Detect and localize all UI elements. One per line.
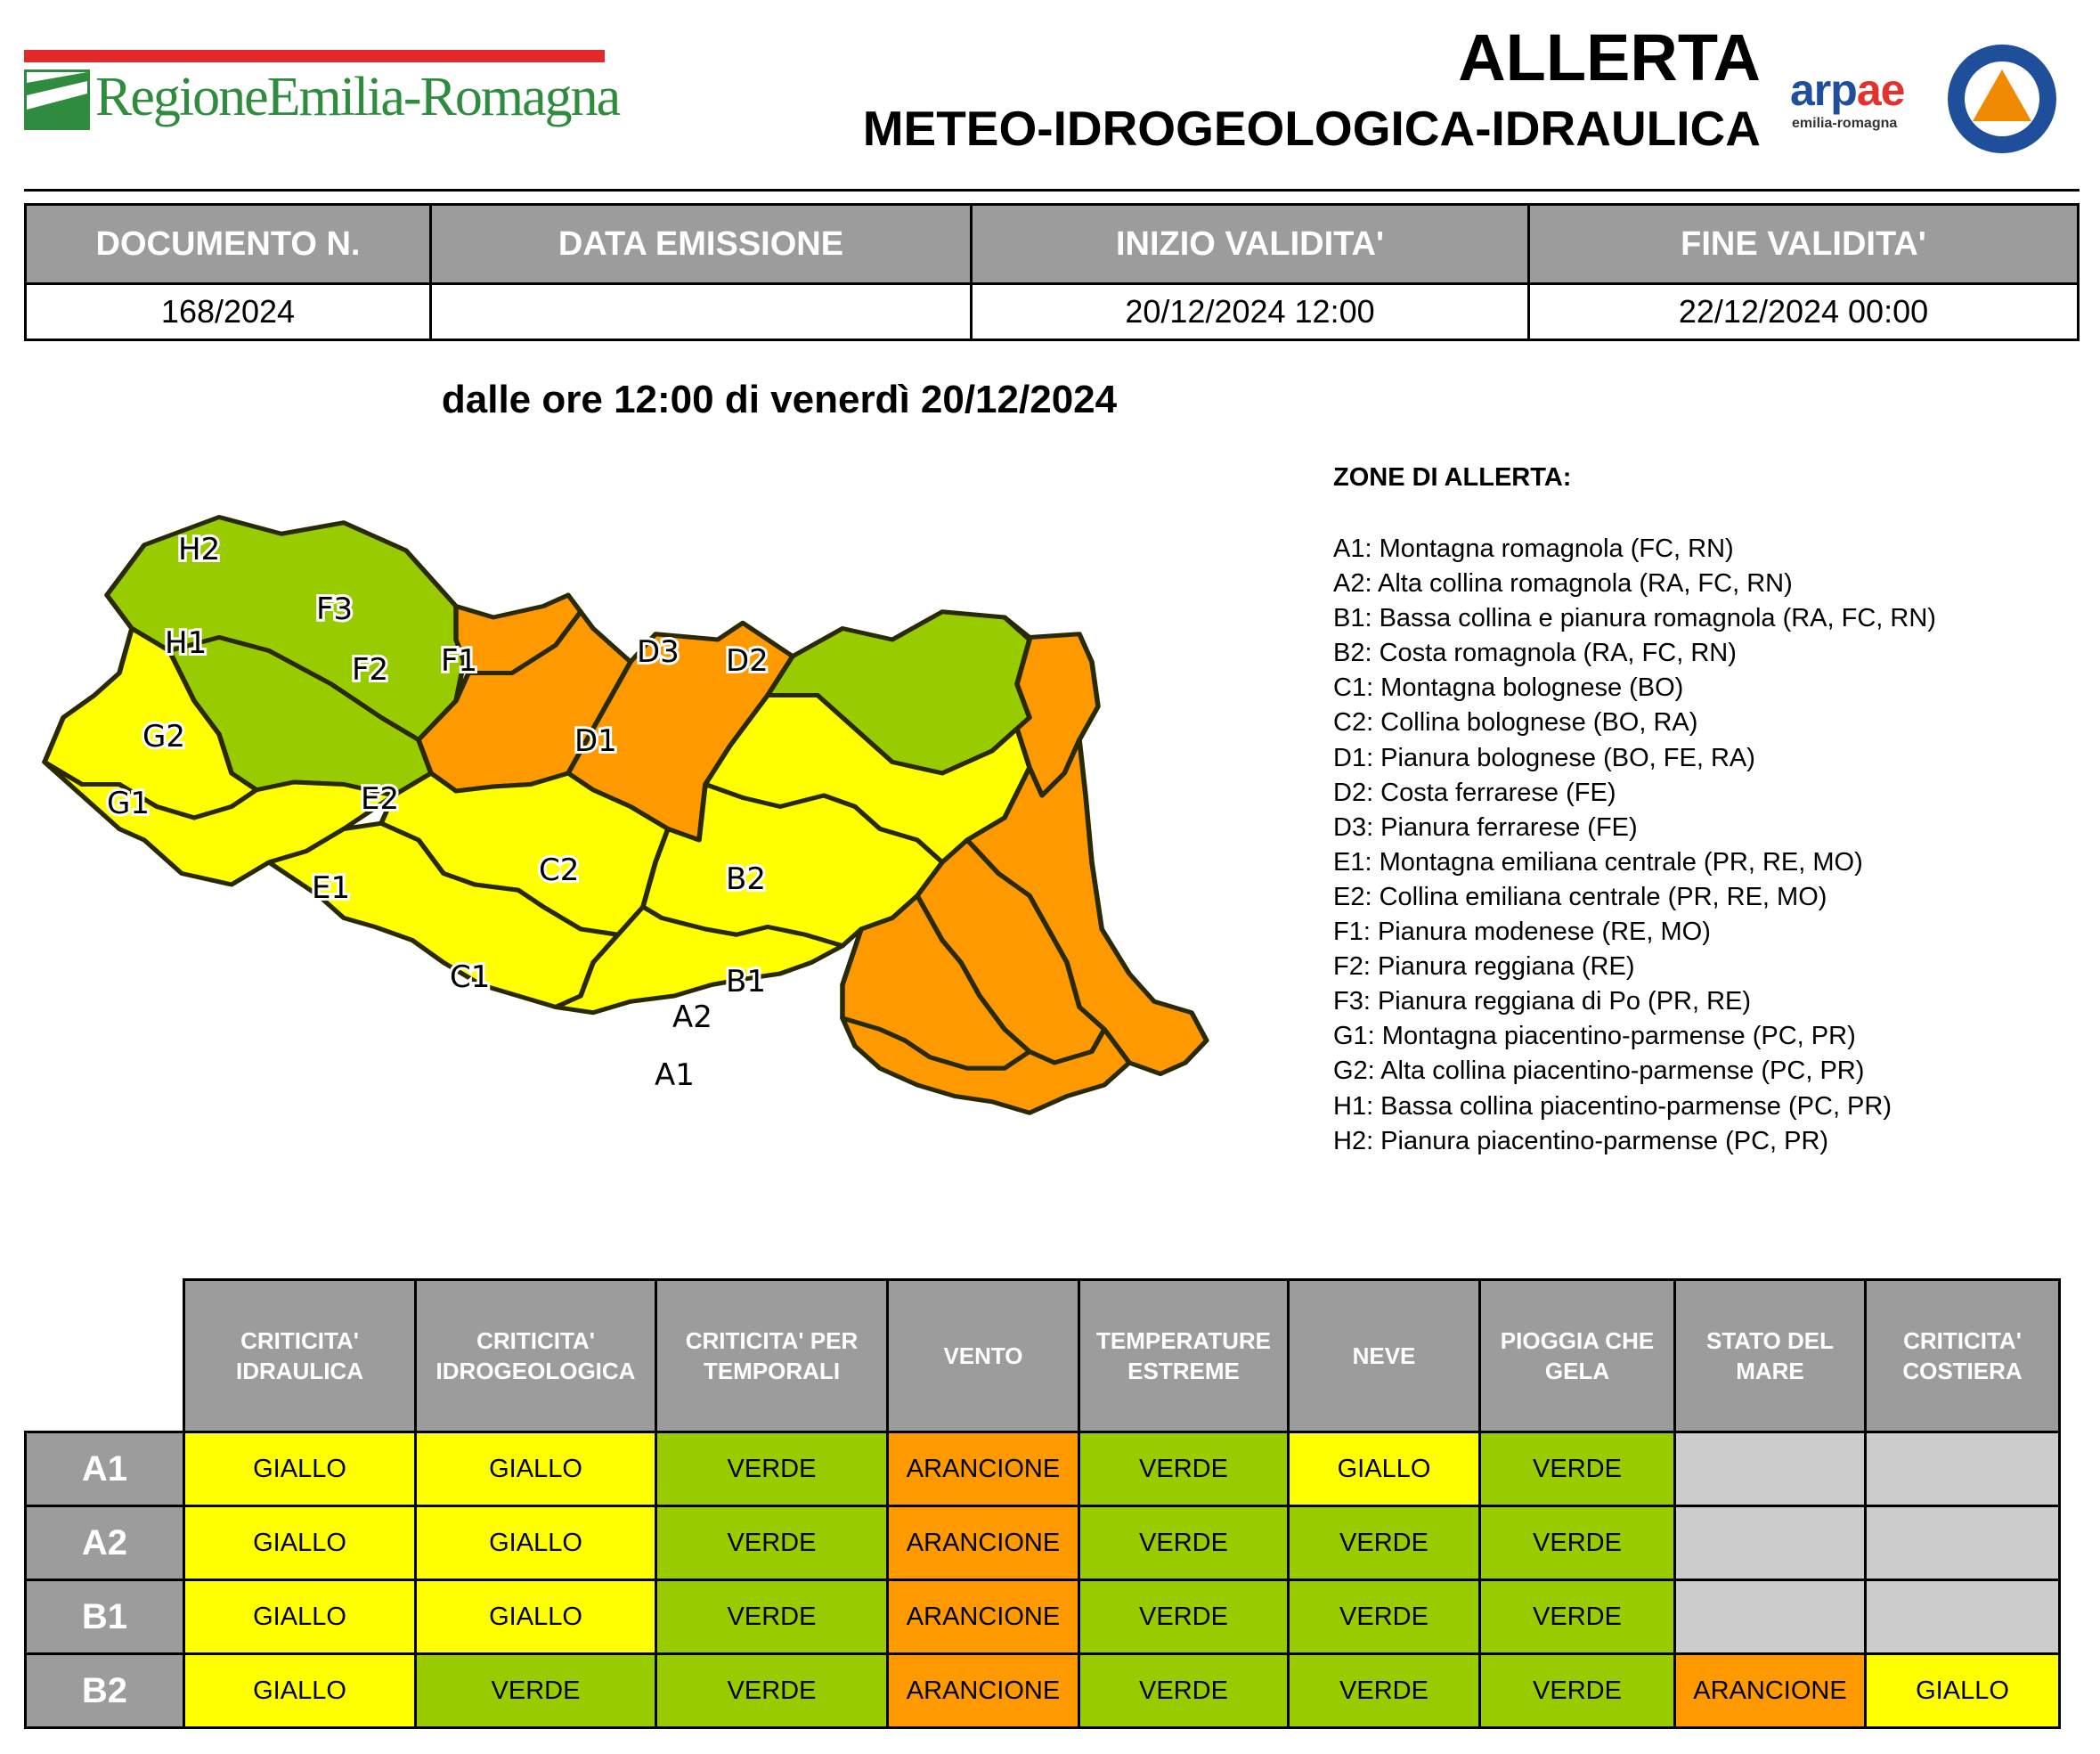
risk-level-cell: VERDE — [1478, 1505, 1676, 1581]
zone-legend-item: C2: Collina bolognese (BO, RA) — [1333, 708, 1698, 738]
risk-level-cell — [1673, 1579, 1867, 1655]
risk-level-cell: VERDE — [655, 1505, 889, 1581]
logo-flag-icon — [24, 69, 90, 130]
zone-legend-item: F3: Pianura reggiana di Po (PR, RE) — [1333, 987, 1752, 1016]
map-zone-label: G2 — [142, 719, 185, 755]
zone-legend-item: B1: Bassa collina e pianura romagnola (RA, FC, RN) — [1333, 604, 1936, 633]
risk-level-cell: ARANCIONE — [1673, 1652, 1867, 1729]
risk-level-cell: GIALLO — [414, 1505, 657, 1581]
document-info-table — [24, 203, 2080, 341]
map-zone-label: F1 — [441, 643, 478, 679]
zone-legend-item: G1: Montagna piacentino-parmense (PC, PR) — [1333, 1022, 1856, 1051]
risk-level-cell: VERDE — [1478, 1652, 1676, 1729]
risk-column-header: STATO DEL MARE — [1673, 1278, 1867, 1433]
regione-emilia-romagna-logo — [24, 50, 620, 134]
risk-zone-label: A2 — [24, 1505, 185, 1581]
map-zone-label: A1 — [655, 1057, 695, 1093]
risk-level-cell: VERDE — [1287, 1652, 1481, 1729]
zone-legend-item: H1: Bassa collina piacentino-parmense (PC, PR) — [1333, 1091, 1892, 1121]
zone-legend-item: A1: Montagna romagnola (FC, RN) — [1333, 534, 1734, 563]
zone-legend-item: D3: Pianura ferrarese (FE) — [1333, 812, 1638, 842]
risk-level-cell: VERDE — [1287, 1505, 1481, 1581]
map-zone-label: H1 — [165, 625, 208, 661]
zone-legend-item: H2: Pianura piacentino-parmense (PC, PR) — [1333, 1126, 1829, 1155]
risk-zone-label: B2 — [24, 1652, 185, 1729]
doc-header-validity-start: INIZIO VALIDITA' — [970, 206, 1527, 282]
zone-legend-item: B2: Costa romagnola (RA, FC, RN) — [1333, 639, 1737, 668]
zone-legend-item: E2: Collina emiliana centrale (PR, RE, MO) — [1333, 882, 1827, 911]
risk-level-cell: GIALLO — [1864, 1652, 2061, 1729]
doc-validity-start-value: 20/12/2024 12:00 — [970, 282, 1527, 339]
doc-validity-end-value: 22/12/2024 00:00 — [1527, 282, 2077, 339]
zones-legend-title: ZONE DI ALLERTA: — [1333, 463, 1572, 492]
risk-level-cell: GIALLO — [183, 1431, 417, 1507]
risk-level-cell: GIALLO — [414, 1579, 657, 1655]
risk-column-header: VENTO — [886, 1278, 1080, 1433]
risk-level-cell: VERDE — [655, 1652, 889, 1729]
zone-legend-item: A2: Alta collina romagnola (RA, FC, RN) — [1333, 569, 1793, 599]
risk-level-cell: GIALLO — [414, 1431, 657, 1507]
risk-level-cell — [1673, 1505, 1867, 1581]
risk-column-header: CRITICITA' COSTIERA — [1864, 1278, 2061, 1433]
risk-level-cell: VERDE — [1287, 1579, 1481, 1655]
page-title: ALLERTA — [1458, 20, 1761, 94]
risk-level-cell: GIALLO — [1287, 1431, 1481, 1507]
validity-period-heading: dalle ore 12:00 di venerdì 20/12/2024 — [441, 378, 1118, 421]
doc-header-emission-date: DATA EMISSIONE — [429, 206, 970, 282]
risk-level-cell: VERDE — [1478, 1431, 1676, 1507]
doc-emission-date-value — [429, 282, 970, 339]
risk-level-cell — [1864, 1505, 2061, 1581]
logo-text: RegioneEmilia-Romagna — [95, 67, 620, 127]
map-zone-label: F2 — [352, 652, 389, 688]
risk-level-cell: VERDE — [1078, 1579, 1290, 1655]
doc-header-validity-end: FINE VALIDITA' — [1527, 206, 2077, 282]
risk-level-cell: ARANCIONE — [886, 1431, 1080, 1507]
zone-legend-item: F2: Pianura reggiana (RE) — [1333, 952, 1635, 982]
doc-number-value: 168/2024 — [27, 282, 429, 339]
zones-legend — [1333, 463, 2081, 1159]
zone-legend-item: G2: Alta collina piacentino-parmense (PC, PR) — [1333, 1056, 1865, 1086]
risk-column-header: CRITICITA' IDRAULICA — [183, 1278, 417, 1433]
risk-level-cell: VERDE — [1078, 1431, 1290, 1507]
risk-level-cell — [1673, 1431, 1867, 1507]
map-zone-label: C2 — [539, 853, 580, 888]
map-zone-label: B1 — [726, 964, 766, 999]
risk-level-cell — [1864, 1431, 2061, 1507]
arpae-logo — [1790, 64, 1929, 139]
risk-level-cell: VERDE — [414, 1652, 657, 1729]
alert-zones-map — [27, 488, 1300, 1192]
map-zone-label: G1 — [107, 786, 150, 821]
risk-level-cell: VERDE — [655, 1579, 889, 1655]
zone-legend-item: F1: Pianura modenese (RE, MO) — [1333, 918, 1711, 947]
risk-column-header: PIOGGIA CHE GELA — [1478, 1278, 1676, 1433]
map-zone-label: B2 — [726, 861, 766, 897]
map-zone-label: D3 — [637, 634, 680, 670]
arpae-wordmark: arpae — [1790, 65, 1905, 115]
risk-column-header: CRITICITA' IDROGEOLOGICA — [414, 1278, 657, 1433]
risk-column-header: CRITICITA' PER TEMPORALI — [655, 1278, 889, 1433]
risk-level-cell: GIALLO — [183, 1505, 417, 1581]
risk-level-cell: VERDE — [1478, 1579, 1676, 1655]
risk-level-cell: ARANCIONE — [886, 1505, 1080, 1581]
risk-column-header: NEVE — [1287, 1278, 1481, 1433]
map-zone-label: F3 — [316, 591, 354, 627]
page-subtitle: METEO-IDROGEOLOGICA-IDRAULICA — [862, 101, 1761, 156]
map-zone-label: E1 — [312, 870, 351, 906]
risk-level-cell: GIALLO — [183, 1652, 417, 1729]
risk-level-cell: ARANCIONE — [886, 1652, 1080, 1729]
zone-legend-item: E1: Montagna emiliana centrale (PR, RE, MO) — [1333, 847, 1863, 877]
map-zone-label: H2 — [178, 532, 221, 567]
risk-column-header: TEMPERATURE ESTREME — [1078, 1278, 1290, 1433]
risk-level-cell: GIALLO — [183, 1579, 417, 1655]
map-zone-label: E2 — [361, 781, 400, 817]
logo-red-bar — [24, 50, 605, 62]
protezione-civile-badge-icon — [1946, 43, 2058, 155]
zone-legend-item: C1: Montagna bolognese (BO) — [1333, 673, 1684, 703]
map-zone-label: D2 — [726, 643, 769, 679]
zone-legend-item: D1: Pianura bolognese (BO, FE, RA) — [1333, 743, 1755, 772]
arpae-subtitle: emilia-romagna — [1792, 116, 1898, 131]
header-divider — [24, 189, 2080, 192]
risk-level-cell — [1864, 1579, 2061, 1655]
risk-level-cell: ARANCIONE — [886, 1579, 1080, 1655]
risk-level-cell: VERDE — [655, 1431, 889, 1507]
risk-level-cell: VERDE — [1078, 1505, 1290, 1581]
risk-level-cell: VERDE — [1078, 1652, 1290, 1729]
doc-header-number: DOCUMENTO N. — [27, 206, 429, 282]
map-zone-label: D1 — [574, 723, 617, 759]
zone-legend-item: D2: Costa ferrarese (FE) — [1333, 778, 1616, 807]
risk-zone-label: A1 — [24, 1431, 185, 1507]
risk-zone-label: B1 — [24, 1579, 185, 1655]
map-zone-label: A2 — [672, 999, 712, 1035]
map-zone-label: C1 — [450, 959, 491, 995]
